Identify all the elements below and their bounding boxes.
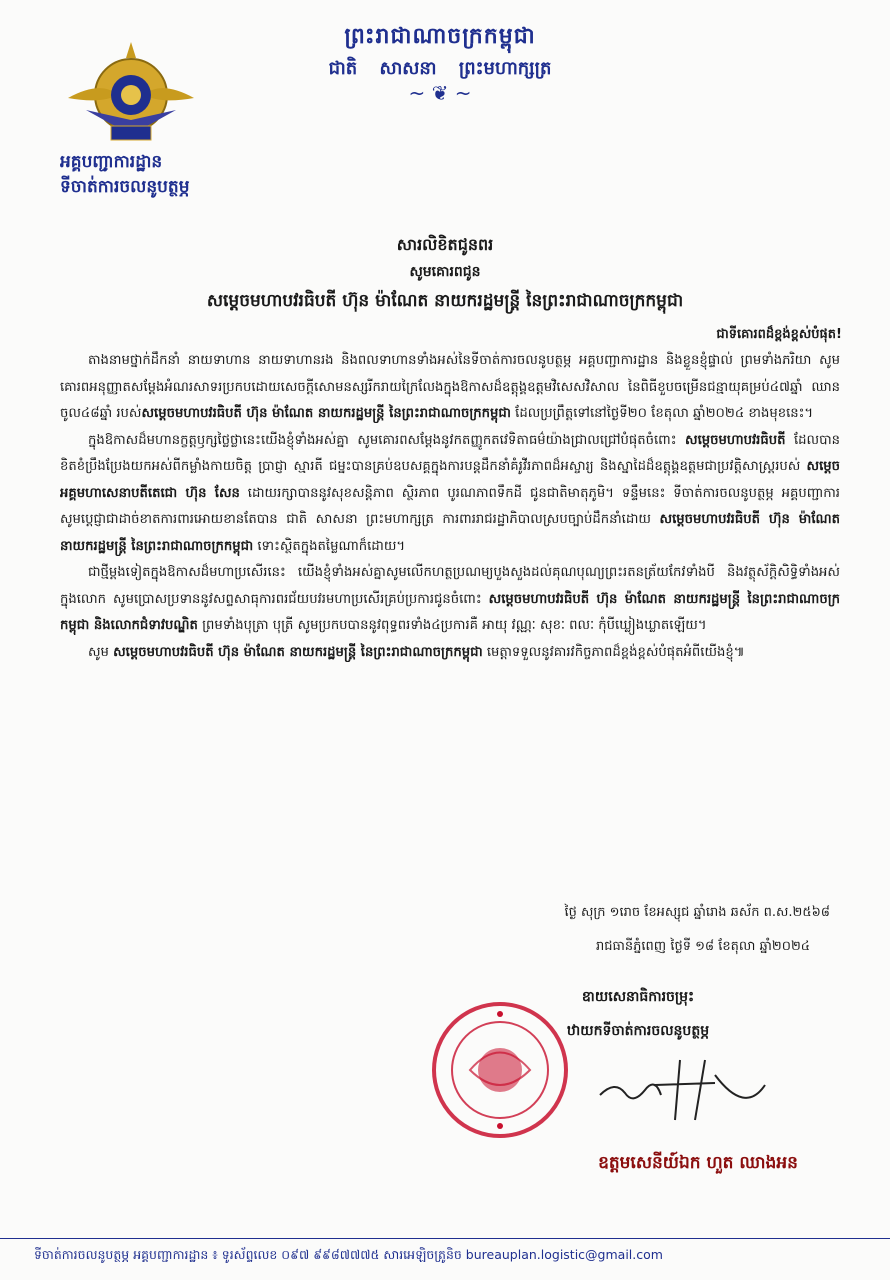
letter-addressee: សម្តេចមហាបវរធិបតី ហ៊ុន ម៉ាណែត នាយករដ្ឋមន្ត្រី នៃព្រះរាជាណាចក្រកម្ពុជា	[206, 291, 684, 311]
handwritten-signature-icon	[595, 1055, 775, 1125]
paragraph-text: សូម	[88, 644, 114, 660]
letter-body	[60, 348, 840, 666]
ornament-divider: ~ ❦ ~	[408, 81, 472, 105]
paragraph-4	[60, 640, 840, 667]
paragraph-text: ព្រមទាំងបុត្រា បុត្រី សូមប្រកបបាននូវពុទ្ធពរទាំង៤ប្រការគឺ អាយុ វណ្ណៈ សុខៈ ពលៈ កុំបីឃ្លៀងឃ្លាតឡើយ។	[197, 618, 707, 633]
footer	[0, 1238, 890, 1262]
paragraph-bold-text: សម្តេចមហាបវរធិបតី ហ៊ុន ម៉ាណែត នាយករដ្ឋមន្ត្រី នៃព្រះរាជាណាចក្រកម្ពុជា និងលោកជំទាវបណ្ឌិត	[60, 591, 840, 633]
national-motto: ជាតិ សាសនា ព្រះមហាក្សត្រ	[328, 58, 552, 79]
signatory-title-line2: ឋាយកទីចាត់ការចលនូបត្ថម្ភ	[566, 1023, 710, 1039]
paragraph-text: ជាថ្មីម្តងទៀតក្នុងឱកាសដ៏មហាប្រសើរនេះ យើងខ្ញុំទាំងអស់គ្នាសូមលើកហត្ថប្រណម្យបួងសួងដល់គុណបុណ្យព្រះរតនត្រ័យកែវទាំងបី និងវត្ថុស័ក្តិសិទ្ធិទាំងអស់ក្នុងលោក សូមប្រោសប្រទាននូវសព្ទសាធុការពរជ័យបវរមហាប្រសើរគ្រប់ប្រការជូនចំពោះ	[60, 565, 840, 607]
lunar-date: ថ្ងៃ សុក្រ ១រោច ខែអស្សុជ ឆ្នាំរោង ឆស័ក ព.ស.២៥៦៨	[564, 905, 830, 920]
department-name	[60, 150, 190, 200]
signer-name: ឧត្តមសេនីយ៍ឯក ហួត ឈាងអន	[598, 1153, 798, 1173]
paragraph-bold-text: សម្តេចមហាបវរធិបតី ហ៊ុន ម៉ាណែត នាយករដ្ឋមន្ត្រី នៃព្រះរាជាណាចក្រកម្ពុជា	[141, 406, 511, 421]
paragraph-bold-text: សម្តេចអគ្គមហាសេនាបតីតេជោ ហ៊ុន សែន	[60, 459, 840, 501]
paragraph-bold-text: សម្តេចមហាបវរធិបតី	[685, 432, 786, 448]
department-line2: ទីចាត់ការចលនូបត្ថម្ភ	[60, 177, 190, 197]
paragraph-text: មេត្តាទទួលនូវគារវកិច្ចភាពដ៏ខ្ពង់ខ្ពស់បំផុតអំពីយើងខ្ញុំ៕	[482, 644, 745, 660]
paragraph-text: តាងនាមថ្នាក់ដឹកនាំ នាយទាហាន នាយទាហានរង និងពលទាហានទាំងអស់នៃទីចាត់ការចលនូបត្ថម្ភ អគ្គបញ្ជាការដ្ឋាន និងខ្លួនខ្ញុំផ្ទាល់ ព្រមទាំងភរិយា សូមគោរពអនុញ្ញាតសម្តែងអំណរសាទរប្រកបដោយសេចក្តីសោមនស្សរីករាយក្រៃលែងក្នុងឱកាសដ៏ឧត្តុង្គឧត្តមវិសេសវិសាល នៃពិធីខួបចម្រើនជន្មាយុគម្រប់៤៧ឆ្នាំ ឈានចូល៤៨ឆ្នាំ របស់	[60, 353, 840, 421]
paragraph-text: ក្នុងឱកាសដ៏មហានក្ខត្តឫក្សថ្លៃថ្លានេះយើងខ្ញុំទាំងអស់គ្នា សូមគោរពសម្តែងនូវកតញ្ញូកតវេទិតាធម៌យ៉ាងជ្រាលជ្រៅបំផុតចំពោះ	[88, 432, 686, 448]
footer-contact: ទីចាត់ការចលនូបត្ថម្ភ អគ្គបញ្ជាការដ្ឋាន ៖ ទូរស័ព្ទលេខ ០៩៧ ៩៩៨៧៧៧៥ សារអេឡិចត្រូនិច bureauplan.logistic@gmail.com	[34, 1247, 663, 1262]
paragraph-text: ដែលបានខិតខំប្រឹងប្រែងយកអស់ពីកម្លាំងកាយចិត្ត ប្រាជ្ញា ស្មារតី ជម្នះបានគ្រប់ឧបសគ្គក្នុងការបន្តដឹកនាំគំរូវីរភាពដ៏អស្ចារ្យ និងស្នាដៃដ៏ឧត្តុង្គឧត្តមជាប្រវត្តិសាស្ត្ររបស់	[60, 432, 840, 474]
paragraph-text: ដែលប្រព្រឹត្តទៅនៅថ្ងៃទី២០ ខែតុលា ឆ្នាំ២០២៤ ខាងមុខនេះ។	[510, 406, 814, 421]
military-emblem-icon	[66, 40, 196, 150]
kingdom-header	[290, 20, 590, 105]
letter-greeting: ជាទីគោរពដ៏ខ្ពង់ខ្ពស់បំផុត!	[716, 327, 842, 342]
kingdom-title: ព្រះរាជាណាចក្រកម្ពុជា	[344, 24, 536, 49]
paragraph-text: ដោយរក្សាបាននូវសុខសន្តិភាព ស្ថិរភាព បូរណភាពទឹកដី ជូនជាតិមាតុភូមិ។ ទន្ទឹមនេះ ទីចាត់ការចលនូបត្ថម្ភ អគ្គបញ្ជាការ សូមប្តេជ្ញាជាដាច់ខាតការពារអោយខានតែបាន ជាតិ សាសនា ព្រះមហាក្សត្រ ការពាររាជរដ្ឋាភិបាលស្របច្បាប់ដឹកនាំដោយ	[60, 485, 840, 527]
letter-type: សារលិខិតជូនពរ	[396, 235, 494, 254]
letter-respectfully-to: សូមគោរពជូន	[409, 264, 481, 280]
solar-date: រាជធានីភ្នំពេញ ថ្ងៃទី ១៨ ខែតុលា ឆ្នាំ២០២៤	[596, 939, 810, 954]
paragraph-1	[60, 348, 840, 428]
paragraph-bold-text: សម្តេចមហាបវរធិបតី ហ៊ុន ម៉ាណែត នាយករដ្ឋមន្ត្រី នៃព្រះរាជាណាចក្រកម្ពុជា	[60, 512, 840, 554]
paragraph-text: ទោះស្ថិតក្នុងតម្លៃណាក៏ដោយ។	[253, 538, 406, 554]
paragraph-2	[60, 428, 840, 561]
official-seal-icon	[430, 1000, 570, 1140]
department-line1: អគ្គបញ្ជាការដ្ឋាន	[60, 152, 163, 172]
paragraph-3	[60, 560, 840, 640]
signatory-title-line1: ឧាយសេនាធិការចម្រុះ	[581, 989, 695, 1005]
paragraph-bold-text: សម្តេចមហាបវរធិបតី ហ៊ុន ម៉ាណែត នាយករដ្ឋមន្ត្រី នៃព្រះរាជាណាចក្រកម្ពុជា	[113, 644, 483, 660]
